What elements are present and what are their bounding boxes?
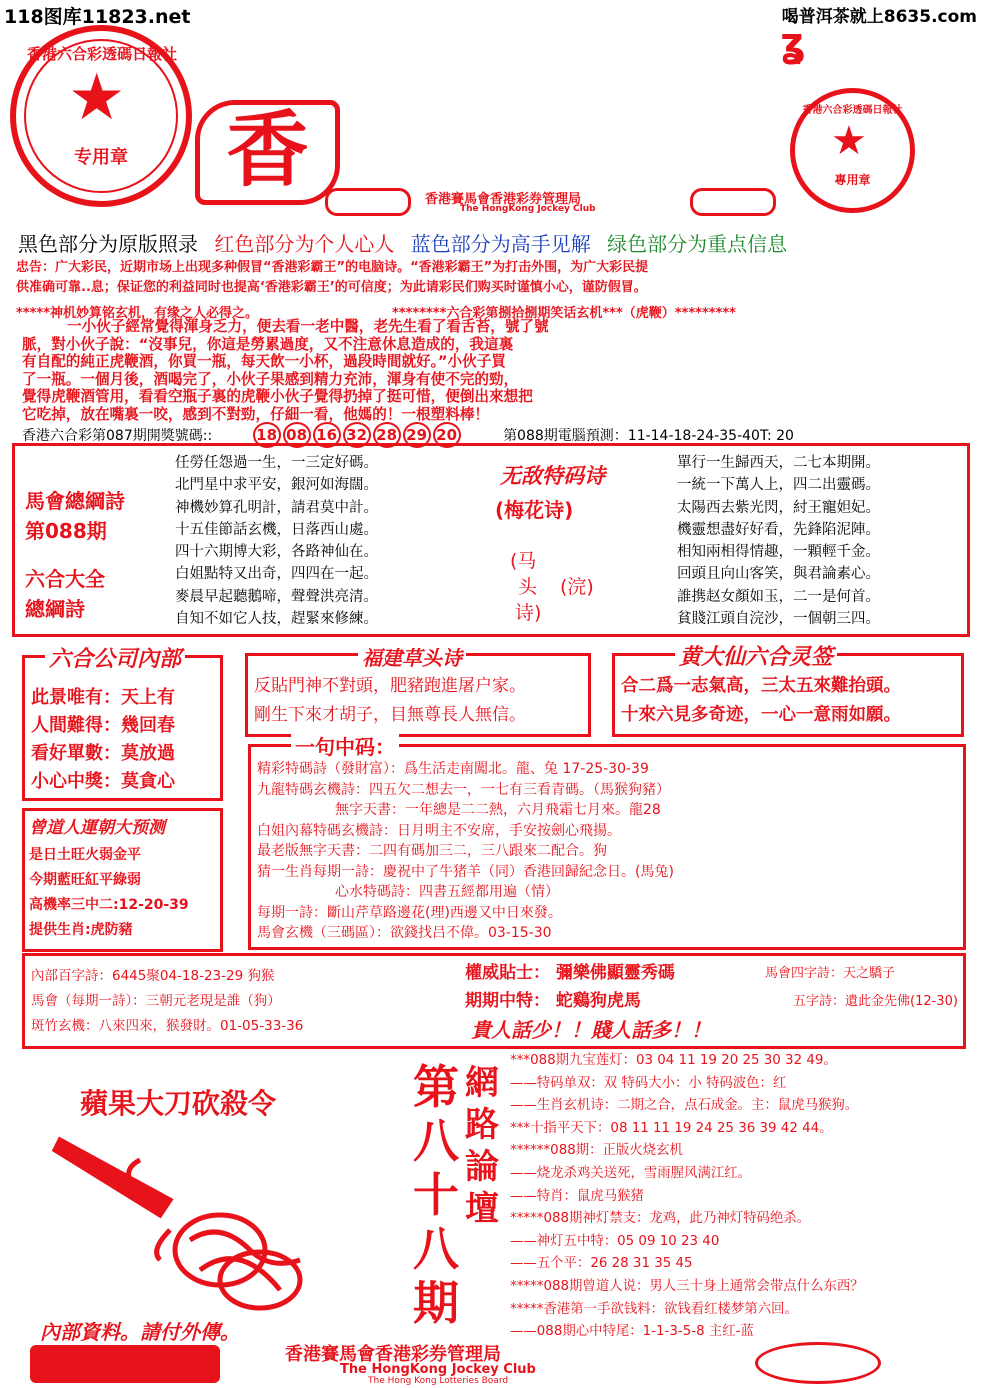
poem-mid-c: 诗)	[515, 602, 542, 624]
joke-line: 它吃掉，放在嘴裏一咬，感到不對勁，仔細一看，他媽的！一根塑料棒！	[22, 405, 490, 423]
fortune-line: 高機率三中二:12-20-39	[29, 897, 189, 913]
jockey-emblem	[325, 188, 411, 216]
poem-line: 麥晨早起聽鵝啼，聲聲洪亮清。	[175, 588, 378, 605]
fortune-line: 今期藍旺紅平綠弱	[29, 872, 141, 888]
one-sentence-line: 九龍特碼玄機詩：四五欠二想去一，一七有三看青碼。（馬猴狗豬）	[257, 781, 670, 798]
sword-illustration	[40, 1120, 340, 1320]
footer-emblem-right	[755, 1342, 881, 1384]
company-title: 六合公司內部	[45, 642, 185, 673]
daxian-box	[612, 645, 964, 737]
right-seal-text: 香港六合彩透碼日報社	[802, 105, 903, 116]
poem-line: 自知不如它人技，趕緊來修練。	[175, 611, 378, 628]
left-seal	[10, 25, 192, 207]
joke-line: 了一瓶。一個月後，酒喝完了，小伙子果感到精力充沛，渾身有使不完的勁，	[22, 370, 519, 388]
company-line: 看好單數：莫放過	[31, 743, 175, 764]
authority-label: 權威貼士：	[465, 963, 550, 983]
poem-line: 回頭且向山客笑，與君論素心。	[677, 566, 880, 583]
right-list-line: ***十指平天下：08 11 11 19 24 25 36 39 42 44。	[510, 1120, 833, 1136]
poem-line: 機靈想盡好好看，先鋒陷泥陣。	[677, 521, 880, 538]
result-ball: 32	[343, 422, 371, 448]
inner-box	[22, 953, 966, 1049]
poem-mid-sub: (梅花诗)	[495, 498, 574, 522]
result-ball: 28	[373, 422, 401, 448]
notice-line: 忠告：广大彩民，近期市场上出现多种假冒“香港彩霸王”的电脑诗。“香港彩霸王”为打击外围，为广大彩民提	[16, 260, 649, 275]
right-seal	[790, 88, 915, 213]
one-sentence-line: 最老版無字天書：二四有碼加三二，三八跟來二配合。狗	[257, 843, 607, 859]
fujian-lines	[254, 672, 526, 730]
poem-line: 單行一生歸西天，二七本期開。	[677, 455, 880, 471]
result-ball: 16	[313, 422, 341, 448]
poem-mid-a: (马	[510, 550, 537, 572]
poem-mid-d: (浣)	[560, 576, 594, 598]
authority-value: 蛇鷄狗虎馬	[555, 991, 641, 1011]
star-icon: ★	[68, 61, 126, 135]
right-list-line: ——特肖：鼠虎马猴猪	[510, 1188, 644, 1204]
fujian-box	[245, 646, 591, 737]
joke-line: 有自配的純正虎鞭酒，你買一瓶，每天飲一小杯，過段時間就好。”小伙子買	[22, 353, 506, 370]
one-sentence-line: 無字天書：一年總是二二熱，六月飛霜七月來。龍28	[335, 802, 661, 818]
fujian-title: 福建草头诗	[358, 642, 466, 671]
daxian-line: 十來六見多奇迹，一心一意雨如願。	[621, 705, 901, 725]
poem-line: 任勞任怨過一生，一三定好碼。	[175, 455, 378, 471]
inner-line: 馬會（每期一詩）：三朝元老現是誰（狗）	[31, 993, 281, 1009]
fortune-line: 是日土旺火弱金平	[29, 847, 141, 863]
legend-black: 黑色部分为原版照录	[18, 232, 198, 256]
footer-board: The Hong Kong Lotteries Board	[368, 1376, 509, 1386]
left-seal-sub: 专用章	[74, 147, 128, 168]
logo-mark	[195, 100, 340, 205]
right-list-line: ——烧龙杀鸡关送死，雪雨腥风满江红。	[510, 1165, 752, 1181]
main-poem-box	[12, 443, 970, 637]
result-ball: 08	[283, 422, 311, 448]
right-list-line: ***088期九宝莲灯：03 04 11 19 20 25 30 32 49。	[510, 1053, 837, 1068]
footer-note: 內部資料。請付外傳。	[40, 1320, 240, 1344]
right-list-line: *****088期神灯禁支：龙鸡，此乃神灯特码绝杀。	[510, 1211, 811, 1227]
logo-char: 香	[226, 103, 309, 198]
star-icon: ★	[831, 118, 867, 164]
results-label: 香港六合彩第087期開獎號碼::	[22, 428, 213, 444]
issue-vertical: 第八十八期	[413, 1060, 459, 1330]
inner-line: 斑竹玄機：八來四來，猴發財。01-05-33-36	[31, 1018, 304, 1034]
poem-line: 十五佳節話玄機，日落西山處。	[175, 521, 378, 538]
daxian-lines	[621, 672, 901, 730]
legend-line	[18, 228, 787, 257]
poem-label: 馬會總綱詩	[25, 489, 125, 513]
one-sentence-lines	[257, 759, 674, 944]
one-sentence-line: 心水特碼詩：四書五經都用遍（情）	[335, 884, 559, 900]
authority-label: 期期中特：	[465, 991, 550, 1011]
jockey-emblem-right	[690, 188, 776, 216]
joke-body	[22, 318, 962, 423]
one-sentence-line: 馬會玄機（三碼區）：欲錢找吕不偉。03-15-30	[257, 925, 552, 941]
poem-line: 一統一下萬人上，四二出靈碼。	[677, 477, 880, 494]
authority-row-2	[465, 986, 641, 1011]
company-lines	[31, 684, 175, 796]
result-ball: 18	[253, 422, 281, 448]
right-seal-sub: 專用章	[834, 173, 871, 187]
legend-blue: 蓝色部分为高手见解	[410, 232, 591, 256]
right-list-line: ——088期心中特尾：1-1-3-5-8 主红-蓝	[510, 1324, 754, 1340]
company-line: 人間難得：幾回春	[31, 715, 175, 736]
footer-emblem-left	[30, 1345, 220, 1383]
daxian-line: 合二爲一志氣高，三太五來難抬頭。	[621, 676, 901, 696]
right-list-line: ——生肖玄机诗：二期之合，点石成金。主：鼠虎马猴狗。	[510, 1098, 859, 1114]
company-line: 此景唯有：天上有	[31, 687, 175, 708]
poem-label: 總綱詩	[25, 597, 85, 621]
right-site-label: 喝普洱茶就上8635.com	[781, 7, 977, 27]
joke-title-left: *****神机妙算铭玄机，有缘之人必得之。	[16, 306, 258, 321]
authority-value: 彌樂佛顯靈秀碼	[555, 963, 675, 983]
jockey-en-top: The HongKong Jockey Club	[460, 204, 596, 214]
authority-side-1: 馬會四字詩：天之驕子	[765, 966, 896, 981]
poem-line: 誰携赵女顏如玉，二一是何首。	[677, 588, 880, 605]
left-seal-text: 香港六合彩透碼日報社	[26, 45, 177, 63]
joke-title-right: ********六合彩第捌拾捌期笑话玄机***（虎鞭）*********	[392, 306, 736, 321]
poem-lines-b	[677, 452, 880, 630]
one-sentence-line: 白姐內幕特碼玄機詩：日月明主不安席，手安按劍心飛揚。	[257, 822, 621, 839]
right-list-line: *****088期曾道人说：男人三十身上通常会带点什么东西？	[510, 1278, 864, 1294]
poem-lines-a	[175, 452, 378, 630]
knife-title: 蘋果大刀砍殺令	[80, 1087, 277, 1120]
inner-lines	[31, 964, 303, 1039]
one-sentence-title: 一句中码：	[291, 731, 399, 760]
authority-row-1	[465, 958, 675, 983]
fujian-line: 反貼門神不對頭，肥豬跑進屠户家。	[254, 676, 526, 696]
legend-green: 绿色部分为重点信息	[607, 232, 788, 256]
fortune-box	[22, 808, 223, 952]
jockey-cn-top: 香港賽馬會香港彩券管理局	[425, 192, 582, 207]
fujian-line: 剛生下來才胡子，目無尊長人無信。	[254, 705, 526, 725]
joke-line: 脈，對小伙子說：“沒事兒，你這是勞累過度，又不注意休息造成的，我這裏	[22, 335, 514, 353]
results-forecast: 第088期電腦預測：11-14-18-24-35-40T: 20	[503, 428, 794, 444]
legend-red: 红色部分为个人心人	[214, 232, 395, 256]
poem-label: 六合大全	[25, 567, 105, 591]
notice-line: 供准确可靠..息；保证您的利益同时也提高‘香港彩霸王’的可信度；为此请彩民们购买时谨慎小心，谨防假冒。	[16, 280, 647, 295]
one-sentence-line: 精彩特碼詩（發財富）：爲生活走南闖北。龍、兔 17-25-30-39	[257, 761, 649, 777]
slogan: 貴人話少！！賤人話多！！	[471, 1018, 711, 1042]
one-sentence-box	[248, 735, 966, 950]
poem-line: 白姐點特又出奇，四四在一起。	[175, 566, 378, 583]
poem-left-labels	[25, 486, 125, 624]
result-ball: 20	[433, 422, 461, 448]
left-site-label: 118图库11823.net	[4, 6, 191, 28]
fortune-title: 曾道人運朝大预测	[29, 818, 165, 838]
poem-line: 四十六期博大彩，各路神仙在。	[175, 544, 378, 561]
footer-jockey-cn: 香港賽馬會香港彩券管理局	[285, 1344, 501, 1365]
result-ball: 29	[403, 422, 431, 448]
fortune-line: 提供生肖:虎防豬	[29, 922, 133, 938]
poem-mid-title: 无敌特码诗	[500, 464, 605, 488]
poem-line: 北門星中求平安，銀河如海闊。	[175, 477, 378, 494]
fortune-lines	[29, 843, 189, 943]
poem-line: 太陽西去紫光閃，紂王寵妲妃。	[677, 499, 880, 516]
right-list-line: ******088期：正版火烧玄机	[510, 1143, 683, 1159]
company-box	[22, 647, 223, 801]
poem-line: 神機妙算孔明計，請君莫中計。	[175, 499, 378, 516]
authority-side-2: 五字詩：遺此金先佛(12-30)	[793, 994, 958, 1009]
one-sentence-line: 每期一詩：斷山芹草路邊花(理)西邊又中日來發。	[257, 904, 562, 921]
joke-line: 覺得虎鞭酒管用，看看空瓶子裏的虎鞭小伙子覺得扔掉了挺可惜，便倒出來想把	[22, 388, 533, 405]
inner-line: 內部百字詩：6445聚04-18-23-29 狗猴	[31, 968, 275, 984]
right-list-line: ——特码单双：双 特码大小：小 特码波色：红	[510, 1075, 787, 1091]
daxian-title: 黄大仙六合灵签	[675, 640, 837, 671]
right-list	[510, 1050, 864, 1344]
poem-line: 相知兩相得情趣，一顆輕千金。	[677, 544, 880, 561]
swirl-icon: ʓ	[780, 20, 806, 66]
right-list-line: ——神灯五中特：05 09 10 23 40	[510, 1233, 720, 1249]
right-list-line: *****香港第一手欲钱料：欲钱看红楼梦第六回。	[510, 1301, 798, 1317]
one-sentence-line: 猜一生肖每期一詩：慶祝中了牛猪羊（同）香港回歸紀念日。(馬兔)	[257, 863, 674, 880]
company-line: 小心中獎：莫貪心	[31, 771, 175, 792]
forum-vertical: 網路論壇	[465, 1063, 499, 1229]
footer-jockey-en: The HongKong Jockey Club	[340, 1362, 536, 1377]
poem-label: 第088期	[25, 519, 107, 543]
poem-mid-b: 头	[518, 576, 538, 598]
right-list-line: ——五个平：26 28 31 35 45	[510, 1256, 693, 1272]
joke-line: 一小伙子經常覺得渾身乏力，便去看一老中醫，老先生看了看舌苔，號了號	[67, 318, 549, 335]
poem-line: 貧賤江頭自浣沙，一個朝三四。	[677, 611, 880, 628]
